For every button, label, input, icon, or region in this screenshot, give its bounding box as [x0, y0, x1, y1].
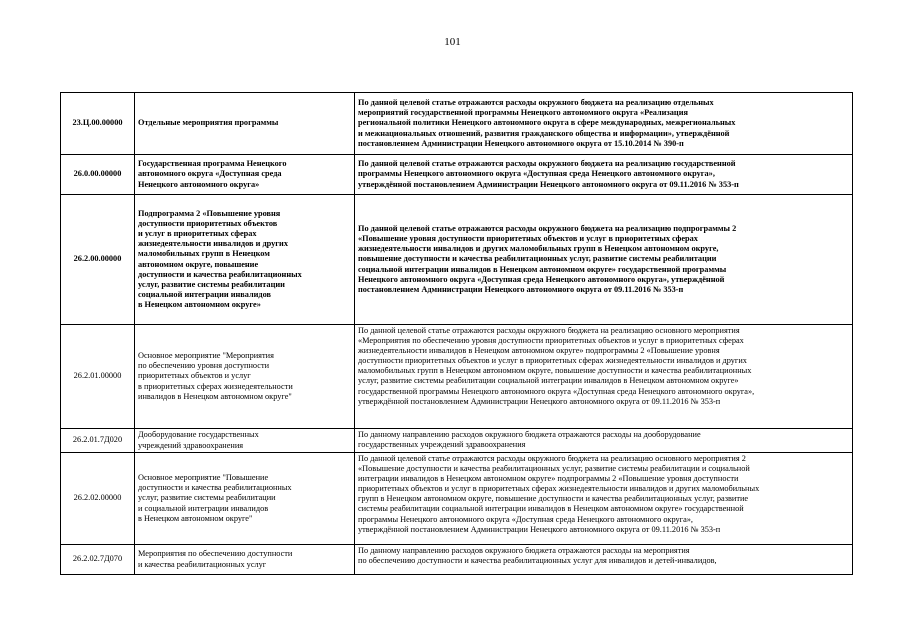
- row-name-line: Государственная программа Ненецкого: [138, 159, 287, 169]
- row-code: 26.0.00.00000: [61, 155, 135, 195]
- row-name-line: жизнедеятельности инвалидов и других: [138, 239, 288, 249]
- row-name: [135, 93, 355, 155]
- row-description-line: региональной политики Ненецкого автономного округа в сфере международных, межрегиональных: [358, 118, 736, 128]
- row-description-line: утверждённой постановлением Администрации Ненецкого автономного округа от 09.11.2016 № 353-п: [358, 524, 721, 534]
- row-code: 26.2.01.7Д020: [61, 429, 135, 453]
- row-description-line: утверждённой постановлением Администрации Ненецкого автономного округа от 09.11.2016 № 353-п: [358, 179, 739, 189]
- row-name-line: услуг, развитие системы реабилитации: [138, 493, 276, 503]
- row-name-line: приоритетных объектов и услуг: [138, 371, 251, 381]
- row-code: 26.2.00.00000: [61, 195, 135, 325]
- row-description-line: доступности приоритетных объектов и услуг в приоритетных сферах жизнедеятельности инвалидов и других: [358, 356, 747, 366]
- row-name-line: автономного округа «Доступная среда: [138, 169, 282, 179]
- row-name-line: Подпрограмма 2 «Повышение уровня: [138, 209, 281, 219]
- row-name-line: в Ненецком автономном округе": [138, 513, 253, 523]
- row-description-line: По данной целевой статье отражаются расходы окружного бюджета на реализацию государственной: [358, 159, 736, 169]
- row-name-line: доступности приоритетных объектов: [138, 219, 278, 229]
- row-name-line: социальной интеграции инвалидов: [138, 289, 272, 299]
- row-description-line: «Повышение уровня доступности приоритетных объектов и услуг в приоритетных сферах: [358, 234, 698, 244]
- row-description-line: мероприятий государственной программы Ненецкого автономного округа «Реализация: [358, 108, 688, 118]
- row-description-line: государственной программы Ненецкого автономного округа «Доступная среда Ненецкого автономного округа»,: [358, 386, 755, 396]
- row-name-line: и качества реабилитационных услуг: [138, 559, 267, 569]
- row-description-line: и межнациональных отношений, развития гражданского общества и информации», утверждённой: [358, 128, 730, 138]
- row-description-line: групп в Ненецком автономном округе, повышение доступности и качества реабилитационных услуг, развитие: [358, 494, 749, 504]
- row-description-line: приоритетных объектов и услуг в приоритетных сферах жизнедеятельности инвалидов и других маломобильных: [358, 484, 760, 494]
- page-number: 101: [444, 36, 461, 48]
- table-row: [61, 325, 853, 429]
- row-name-line: Мероприятия по обеспечению доступности: [138, 549, 293, 559]
- table-row: [61, 429, 853, 453]
- row-description-line: «Повышение доступности и качества реабилитационных услуг, развитие системы реабилитации и социальной: [358, 464, 750, 474]
- row-name: [135, 429, 355, 453]
- row-name-line: доступности и качества реабилитационных: [138, 483, 292, 493]
- row-name-line: и социальной интеграции инвалидов: [138, 503, 269, 513]
- row-description-line: жизнедеятельности инвалидов и других маломобильных групп в Ненецком автономном округе,: [358, 244, 719, 254]
- row-description-line: повышение доступности и качества реабилитационных услуг, развитие системы реабилитации: [358, 254, 717, 264]
- row-description: [355, 155, 853, 195]
- row-description-line: интеграции инвалидов в Ненецком автономном округе» подпрограммы 2 «Повышение уровня доступности: [358, 474, 739, 484]
- row-name: [135, 545, 355, 575]
- row-name-line: Основное мероприятие "Повышение: [138, 473, 269, 483]
- row-name-line: инвалидов в Ненецком автономном округе": [138, 391, 292, 401]
- row-description-line: социальной интеграции инвалидов в Ненецком автономном округе» государственной программы: [358, 264, 727, 274]
- row-name-line: доступности и качества реабилитационных: [138, 269, 302, 279]
- row-name-line: в Ненецком автономном округе»: [138, 299, 261, 309]
- row-description-line: По данной целевой статье отражаются расходы окружного бюджета на реализацию подпрограммы 2: [358, 224, 737, 234]
- row-name-line: по обеспечению уровня доступности: [138, 361, 270, 371]
- row-code: 26.2.02.00000: [61, 453, 135, 545]
- row-name: [135, 325, 355, 429]
- row-description-line: утверждённой постановлением Администрации Ненецкого автономного округа от 09.11.2016 № 353-п: [358, 396, 721, 406]
- row-description-line: По данному направлению расходов окружного бюджета отражаются расходы на мероприятия: [358, 546, 690, 555]
- row-name-line: учреждений здравоохранения: [138, 440, 244, 450]
- row-name-line: в приоритетных сферах жизнедеятельности: [138, 381, 293, 391]
- row-description-line: «Мероприятия по обеспечению уровня доступности приоритетных объектов и услуг в приоритетных сферах: [358, 336, 744, 346]
- row-description-line: Ненецкого автономного округа «Доступная среда Ненецкого автономного округа», утверждённой: [358, 274, 725, 284]
- row-description-line: постановлением Администрации Ненецкого автономного округа от 09.11.2016 № 353-п: [358, 284, 684, 294]
- row-description-line: программы Ненецкого автономного округа «Доступная среда Ненецкого автономного округа»,: [358, 514, 693, 524]
- row-description-line: системы реабилитации социальной интеграции инвалидов в Ненецком автономном округе» государственной: [358, 504, 744, 514]
- row-description-line: государственных учреждений здравоохранения: [358, 440, 526, 450]
- row-description-line: маломобильных групп в Ненецком автономном округе, повышение доступности и качества реабилитационных: [358, 366, 752, 376]
- row-description-line: услуг, развитие системы реабилитации социальной интеграции инвалидов в Ненецком автономном округе»: [358, 376, 739, 386]
- row-name-line: Дооборудование государственных: [138, 430, 259, 440]
- row-description: [355, 93, 853, 155]
- row-name-line: услуг, развитие системы реабилитации: [138, 279, 285, 289]
- table-row: [61, 545, 853, 575]
- table-row: [61, 453, 853, 545]
- row-description-line: по обеспечению доступности и качества реабилитационных услуг для инвалидов и детей-инвалидов,: [358, 556, 717, 566]
- row-name-line: Отдельные мероприятия программы: [138, 118, 279, 128]
- row-name-line: и услуг в приоритетных сферах: [138, 229, 257, 239]
- row-name: [135, 453, 355, 545]
- row-name-line: маломобильных групп в Ненецком: [138, 249, 270, 259]
- row-description-line: По данной целевой статье отражаются расходы окружного бюджета на реализацию основного мероприятия 2: [358, 454, 746, 463]
- row-description-line: программы Ненецкого автономного округа «Доступная среда Ненецкого автономного округа»,: [358, 169, 715, 179]
- row-description-line: постановлением Администрации Ненецкого автономного округа от 15.10.2014 № 390-п: [358, 138, 684, 148]
- table-row: [61, 195, 853, 325]
- row-name: [135, 195, 355, 325]
- row-description-line: По данному направлению расходов окружного бюджета отражаются расходы на дооборудование: [358, 430, 701, 439]
- row-description-line: По данной целевой статье отражаются расходы окружного бюджета на реализацию основного мероприятия: [358, 326, 740, 335]
- row-code: 26.2.02.7Д070: [61, 545, 135, 575]
- row-description: [355, 325, 853, 429]
- row-code: 26.2.01.00000: [61, 325, 135, 429]
- row-name-line: Ненецкого автономного округа»: [138, 179, 260, 189]
- budget-classification-table: [60, 92, 853, 575]
- table-row: [61, 93, 853, 155]
- row-description: [355, 545, 853, 575]
- row-name-line: автономном округе, повышение: [138, 259, 259, 269]
- row-name-line: Основное мероприятие "Мероприятия: [138, 351, 274, 361]
- row-code: 23.Ц.00.00000: [61, 93, 135, 155]
- row-description-line: жизнедеятельности инвалидов в Ненецком автономном округе» подпрограммы 2 «Повышение уровня: [358, 346, 720, 356]
- row-description: [355, 195, 853, 325]
- row-description: [355, 429, 853, 453]
- table-row: [61, 155, 853, 195]
- row-description-line: По данной целевой статье отражаются расходы окружного бюджета на реализацию отдельных: [358, 98, 714, 108]
- row-name: [135, 155, 355, 195]
- row-description: [355, 453, 853, 545]
